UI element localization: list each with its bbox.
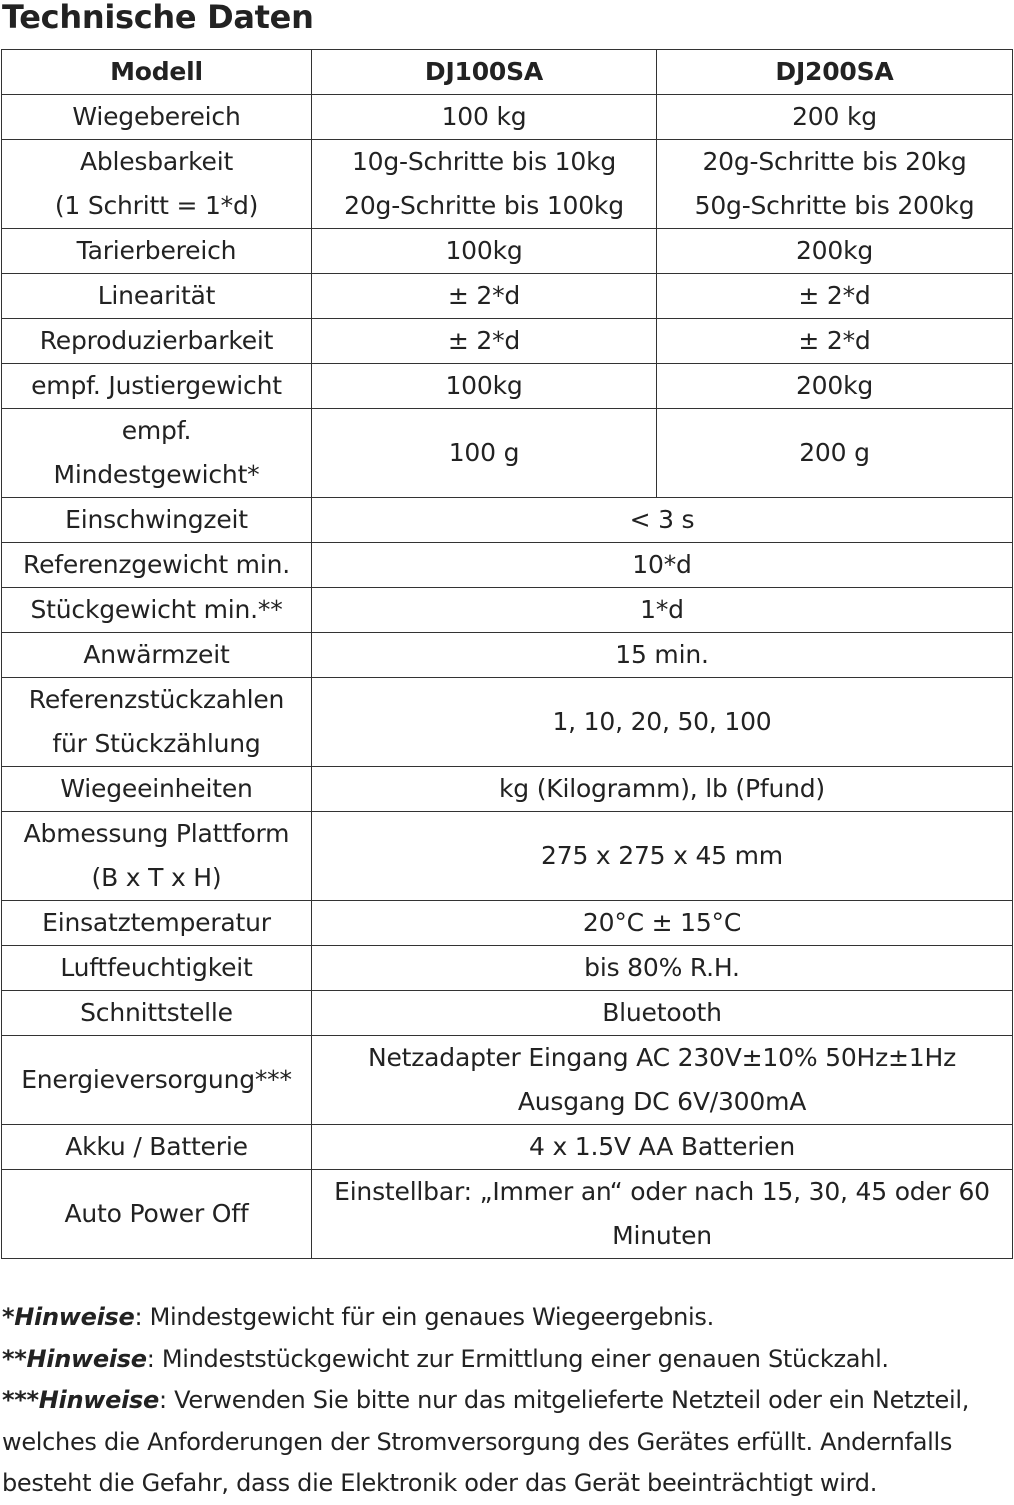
row-label: Einschwingzeit <box>2 498 312 543</box>
value-dj200sa: ± 2*d <box>657 319 1013 364</box>
row-label: Referenzgewicht min. <box>2 543 312 588</box>
table-row <box>2 95 1013 140</box>
row-label: Stückgewicht min.** <box>2 588 312 633</box>
label-line: Mindestgewicht* <box>53 460 260 489</box>
value-shared: kg (Kilogramm), lb (Pfund) <box>312 767 1013 812</box>
table-row <box>2 633 1013 678</box>
footnote-text: : Mindeststückgewicht zur Ermittlung einer genauen Stückzahl. <box>146 1344 889 1373</box>
row-label: Linearität <box>2 274 312 319</box>
value-shared: 4 x 1.5V AA Batterien <box>312 1125 1013 1170</box>
value-shared: 20°C ± 15°C <box>312 901 1013 946</box>
header-dj200sa: DJ200SA <box>657 50 1013 95</box>
value-line: 20g-Schritte bis 20kg <box>702 147 967 176</box>
table-row <box>2 1170 1013 1259</box>
value-shared: 10*d <box>312 543 1013 588</box>
header-dj100sa: DJ100SA <box>312 50 657 95</box>
value-dj200sa: 200kg <box>657 364 1013 409</box>
label-line: Abmessung Plattform <box>23 819 290 848</box>
value-line: Minuten <box>612 1221 712 1250</box>
label-line: (B x T x H) <box>91 863 222 892</box>
header-modell: Modell <box>2 50 312 95</box>
value-dj200sa: 200kg <box>657 229 1013 274</box>
footnote-marker: **Hinweise <box>2 1344 147 1373</box>
footnotes <box>2 1297 1007 1505</box>
table-row <box>2 409 1013 498</box>
value-line: 20g-Schritte bis 100kg <box>344 191 624 220</box>
footnote <box>2 1339 1007 1381</box>
label-line: für Stückzählung <box>52 729 261 758</box>
table-row <box>2 946 1013 991</box>
table-row <box>2 498 1013 543</box>
table-row <box>2 767 1013 812</box>
label-line: empf. <box>121 416 192 445</box>
value-dj100sa: 100kg <box>312 364 657 409</box>
table-row <box>2 140 1013 229</box>
row-label: Auto Power Off <box>2 1170 312 1259</box>
value-line: 50g-Schritte bis 200kg <box>694 191 975 220</box>
table-row <box>2 588 1013 633</box>
value-dj100sa <box>312 140 657 229</box>
footnote-marker: *Hinweise <box>2 1303 135 1331</box>
table-row <box>2 812 1013 901</box>
row-label: Wiegeeinheiten <box>2 767 312 812</box>
row-label <box>2 140 312 229</box>
table-header-row <box>2 50 1013 95</box>
value-dj200sa <box>657 140 1013 229</box>
row-label <box>2 812 312 901</box>
row-label: Luftfeuchtigkeit <box>2 946 312 991</box>
value-dj200sa: ± 2*d <box>657 274 1013 319</box>
label-line: (1 Schritt = 1*d) <box>54 191 259 220</box>
value-shared: 1*d <box>312 588 1013 633</box>
table-row <box>2 319 1013 364</box>
table-row <box>2 229 1013 274</box>
row-label: Akku / Batterie <box>2 1125 312 1170</box>
value-dj200sa: 200 g <box>657 409 1013 498</box>
table-row <box>2 1036 1013 1125</box>
row-label: empf. Justiergewicht <box>2 364 312 409</box>
value-shared: 1, 10, 20, 50, 100 <box>312 678 1013 767</box>
value-line: Netzadapter Eingang AC 230V±10% 50Hz±1Hz <box>367 1043 957 1072</box>
row-label: Reproduzierbarkeit <box>2 319 312 364</box>
row-label: Wiegebereich <box>2 95 312 140</box>
value-line: Ausgang DC 6V/300mA <box>517 1087 807 1116</box>
page-title: Technische Daten <box>2 0 314 36</box>
table-row <box>2 364 1013 409</box>
value-dj100sa: ± 2*d <box>312 274 657 319</box>
table-row <box>2 678 1013 767</box>
footnote <box>2 1297 1007 1339</box>
table-row <box>2 1125 1013 1170</box>
value-line: Einstellbar: „Immer an“ oder nach 15, 30, 45 oder 60 <box>334 1177 990 1206</box>
label-line: Referenzstückzahlen <box>28 685 285 714</box>
value-dj100sa: 100kg <box>312 229 657 274</box>
value-dj200sa: 200 kg <box>657 95 1013 140</box>
row-label: Schnittstelle <box>2 991 312 1036</box>
value-shared: 275 x 275 x 45 mm <box>312 812 1013 901</box>
value-shared: < 3 s <box>312 498 1013 543</box>
value-dj100sa: 100 g <box>312 409 657 498</box>
value-line: 10g-Schritte bis 10kg <box>351 147 617 176</box>
table-row <box>2 991 1013 1036</box>
label-line: Ablesbarkeit <box>79 147 234 176</box>
table-row <box>2 274 1013 319</box>
row-label: Einsatztemperatur <box>2 901 312 946</box>
table-row <box>2 901 1013 946</box>
row-label <box>2 678 312 767</box>
row-label <box>2 409 312 498</box>
value-shared: Bluetooth <box>312 991 1013 1036</box>
footnote <box>2 1380 1007 1505</box>
value-shared: bis 80% R.H. <box>312 946 1013 991</box>
value-shared <box>312 1170 1013 1259</box>
footnote-text: : Verwenden Sie bitte nur das mitgelieferte Netzteil oder ein Netzteil, welches die Anforderungen der Stromversorgung des Gerätes erfüllt. Andernfalls besteht die Gefahr, dass die Elektronik oder das Gerät beeinträchtigt wird. <box>2 1386 970 1497</box>
value-shared <box>312 1036 1013 1125</box>
value-dj100sa: ± 2*d <box>312 319 657 364</box>
footnote-marker: ***Hinweise <box>2 1386 159 1414</box>
row-label: Anwärmzeit <box>2 633 312 678</box>
value-dj100sa: 100 kg <box>312 95 657 140</box>
row-label: Energieversorgung*** <box>2 1036 312 1125</box>
specs-table <box>1 49 1013 1259</box>
footnote-text: : Mindestgewicht für ein genaues Wiegeergebnis. <box>134 1303 714 1331</box>
table-row <box>2 543 1013 588</box>
row-label: Tarierbereich <box>2 229 312 274</box>
value-shared: 15 min. <box>312 633 1013 678</box>
